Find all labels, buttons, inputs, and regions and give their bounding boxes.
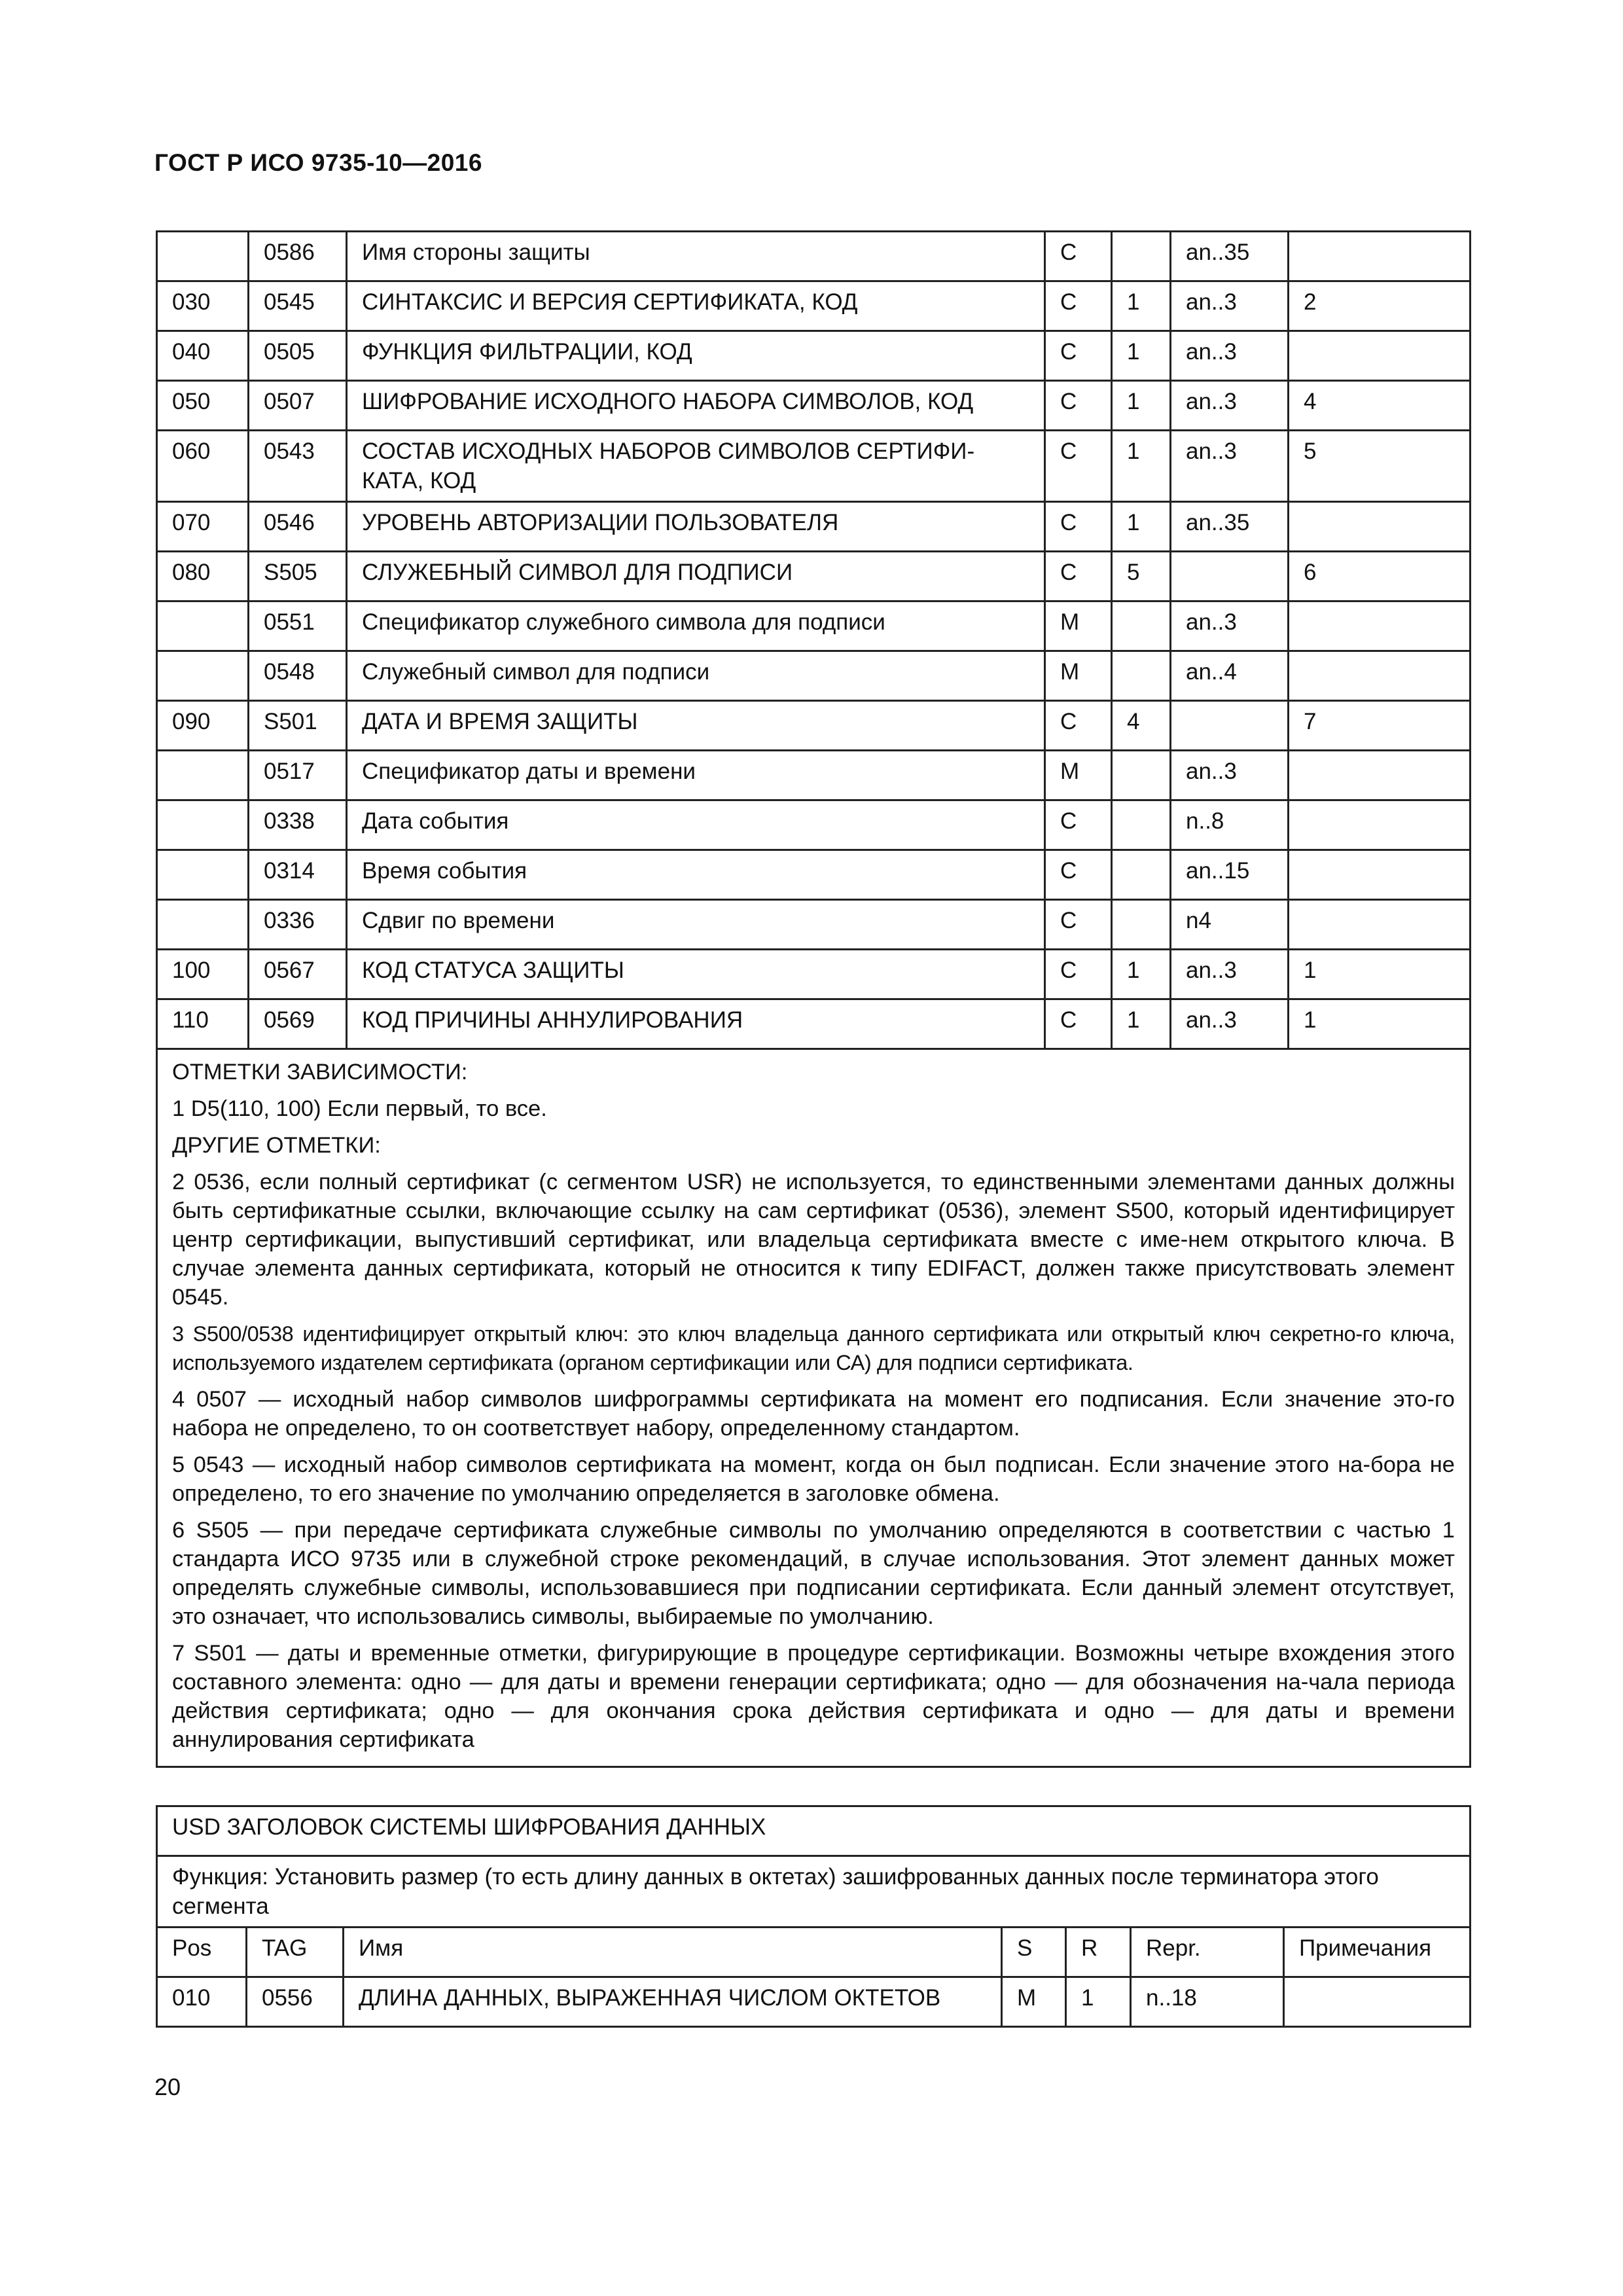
- note-5: 5 0543 — исходный набор символов сертификата на момент, когда он был подписан. Если значение этого на-бора не определено, то его значение по умолчанию определяется в заголовке обмена.: [172, 1452, 1455, 1506]
- cell-note: 4: [1289, 381, 1471, 431]
- cell-tag: 0517: [249, 751, 347, 800]
- cell-note: [1289, 502, 1471, 552]
- document-header: ГОСТ Р ИСО 9735-10—2016: [154, 149, 482, 176]
- cell-s: M: [1045, 751, 1112, 800]
- cell-name: Спецификатор даты и времени: [347, 751, 1045, 800]
- cell-s: C: [1045, 800, 1112, 850]
- cell-repr: an..3: [1171, 950, 1289, 999]
- header-tag: TAG: [247, 1928, 344, 1977]
- cell-r: 1: [1112, 950, 1171, 999]
- cell-r: 4: [1112, 701, 1171, 751]
- cell-note: [1289, 800, 1471, 850]
- cell-tag: 0338: [249, 800, 347, 850]
- cell-name: ШИФРОВАНИЕ ИСХОДНОГО НАБОРА СИМВОЛОВ, КОД: [347, 381, 1045, 431]
- table-row: [157, 331, 1471, 381]
- cell-name: ДАТА И ВРЕМЯ ЗАЩИТЫ: [347, 701, 1045, 751]
- cell-repr: n..8: [1171, 800, 1289, 850]
- cell-pos: 110: [157, 999, 249, 1049]
- cell-pos: [157, 800, 249, 850]
- note-3: 3 S500/0538 идентифицирует открытый ключ: это ключ владельца данного сертификата или открытый ключ секретно-го ключа, используемого издателем сертификата (органом сертификации или СА) для подписи сертификата.: [172, 1322, 1455, 1374]
- cell-pos: 080: [157, 552, 249, 601]
- cell-note: [1289, 850, 1471, 900]
- cell-repr: [1171, 701, 1289, 751]
- cell-note: [1289, 900, 1471, 950]
- cell-s: M: [1045, 651, 1112, 701]
- table-row: [157, 552, 1471, 601]
- cell-r: 1: [1112, 502, 1171, 552]
- page-number: 20: [154, 2073, 181, 2100]
- cell-name: Имя стороны защиты: [347, 232, 1045, 281]
- table-row: [157, 281, 1471, 331]
- cell-name: КОД ПРИЧИНЫ АННУЛИРОВАНИЯ: [347, 999, 1045, 1049]
- cell-r: [1112, 232, 1171, 281]
- cell-r: 1: [1112, 281, 1171, 331]
- cell-s: C: [1045, 431, 1112, 502]
- cell-s: C: [1045, 281, 1112, 331]
- table-row: [157, 381, 1471, 431]
- cell-note: [1289, 331, 1471, 381]
- cell-name: СОСТАВ ИСХОДНЫХ НАБОРОВ СИМВОЛОВ СЕРТИФИ-КАТА, КОД: [347, 431, 1045, 502]
- cell-r: 1: [1066, 1977, 1131, 2027]
- cell-pos: [157, 850, 249, 900]
- cell-s: C: [1045, 232, 1112, 281]
- cell-name: СЛУЖЕБНЫЙ СИМВОЛ ДЛЯ ПОДПИСИ: [347, 552, 1045, 601]
- cell-s: C: [1045, 999, 1112, 1049]
- cell-tag: 0567: [249, 950, 347, 999]
- cell-repr: an..3: [1171, 331, 1289, 381]
- cell-pos: 070: [157, 502, 249, 552]
- note-4: 4 0507 — исходный набор символов шифрограммы сертификата на момент его подписания. Если значение это-го набора не определено, то он соответствует набору, определенному стандартом.: [172, 1387, 1455, 1441]
- cell-name: ФУНКЦИЯ ФИЛЬТРАЦИИ, КОД: [347, 331, 1045, 381]
- cell-name: СИНТАКСИС И ВЕРСИЯ СЕРТИФИКАТА, КОД: [347, 281, 1045, 331]
- cell-s: C: [1045, 381, 1112, 431]
- cell-s: C: [1045, 331, 1112, 381]
- cell-note: [1284, 1977, 1471, 2027]
- usd-segment-table: [156, 1805, 1471, 2028]
- cell-s: M: [1002, 1977, 1066, 2027]
- header-repr: Repr.: [1131, 1928, 1284, 1977]
- table-row: [157, 431, 1471, 502]
- table-row: [157, 701, 1471, 751]
- header-notes: Примечания: [1284, 1928, 1471, 1977]
- cell-pos: 100: [157, 950, 249, 999]
- cell-name: УРОВЕНЬ АВТОРИЗАЦИИ ПОЛЬЗОВАТЕЛЯ: [347, 502, 1045, 552]
- table-row: [157, 999, 1471, 1049]
- note-7: 7 S501 — даты и временные отметки, фигурирующие в процедуре сертификации. Возможны четыре вхождения этого составного элемента: одно — для даты и времени генерации сертификата; одно — для обозначения на-чала периода действия сертификата; одно — для окончания срока действия сертификата и одно — для даты и времени аннулирования сертификата: [172, 1641, 1455, 1752]
- cell-pos: [157, 601, 249, 651]
- cell-s: C: [1045, 502, 1112, 552]
- table-row: [157, 850, 1471, 900]
- cell-tag: 0314: [249, 850, 347, 900]
- cell-repr: n4: [1171, 900, 1289, 950]
- header-r: R: [1066, 1928, 1131, 1977]
- cell-note: [1289, 601, 1471, 651]
- cell-tag: 0551: [249, 601, 347, 651]
- cell-tag: 0548: [249, 651, 347, 701]
- usd-header-row: [157, 1928, 1471, 1977]
- cell-note: 1: [1289, 950, 1471, 999]
- note-6: 6 S505 — при передаче сертификата служебные символы по умолчанию определяются в соответствии с частью 1 стандарта ИСО 9735 или в служебной строке рекомендаций, в случае использования. Этот элемент данных может определять служебные символы, использовавшиеся при подписании сертификата. Если данный элемент отсутствует, это означает, что использовались символы, выбираемые по умолчанию.: [172, 1518, 1455, 1629]
- cell-tag: S501: [249, 701, 347, 751]
- cell-r: 1: [1112, 999, 1171, 1049]
- cell-r: [1112, 900, 1171, 950]
- cell-r: [1112, 601, 1171, 651]
- cell-note: [1289, 651, 1471, 701]
- cell-pos: 010: [157, 1977, 247, 2027]
- cell-pos: 030: [157, 281, 249, 331]
- cell-name: ДЛИНА ДАННЫХ, ВЫРАЖЕННАЯ ЧИСЛОМ ОКТЕТОВ: [344, 1977, 1002, 2027]
- cell-repr: an..3: [1171, 431, 1289, 502]
- cell-r: 1: [1112, 331, 1171, 381]
- table-row: [157, 502, 1471, 552]
- cell-r: 1: [1112, 431, 1171, 502]
- cell-repr: an..3: [1171, 281, 1289, 331]
- cell-pos: 040: [157, 331, 249, 381]
- cell-s: C: [1045, 701, 1112, 751]
- cell-note: 2: [1289, 281, 1471, 331]
- cell-tag: 0545: [249, 281, 347, 331]
- cell-s: C: [1045, 950, 1112, 999]
- cell-pos: [157, 900, 249, 950]
- header-name: Имя: [344, 1928, 1002, 1977]
- cell-tag: 0505: [249, 331, 347, 381]
- usd-function-row: [157, 1856, 1471, 1928]
- segment-table: [156, 230, 1471, 1768]
- table-row: [157, 601, 1471, 651]
- cell-name: Время события: [347, 850, 1045, 900]
- cell-pos: [157, 232, 249, 281]
- cell-tag: 0586: [249, 232, 347, 281]
- usd-function: Функция: Установить размер (то есть длину данных в октетах) зашифрованных данных после терминатора этого сегмента: [157, 1856, 1471, 1928]
- usd-title: USD ЗАГОЛОВОК СИСТЕМЫ ШИФРОВАНИЯ ДАННЫХ: [157, 1806, 1471, 1856]
- cell-tag: 0569: [249, 999, 347, 1049]
- cell-repr: an..3: [1171, 751, 1289, 800]
- cell-repr: an..3: [1171, 381, 1289, 431]
- cell-name: КОД СТАТУСА ЗАЩИТЫ: [347, 950, 1045, 999]
- cell-note: [1289, 751, 1471, 800]
- cell-note: 5: [1289, 431, 1471, 502]
- cell-name: Служебный символ для подписи: [347, 651, 1045, 701]
- cell-r: [1112, 651, 1171, 701]
- table-row: [157, 800, 1471, 850]
- cell-tag: S505: [249, 552, 347, 601]
- other-notes-title: ДРУГИЕ ОТМЕТКИ:: [172, 1133, 381, 1158]
- notes-cell: [157, 1049, 1471, 1767]
- notes-row: [157, 1049, 1471, 1767]
- cell-note: [1289, 232, 1471, 281]
- table-row: [157, 950, 1471, 999]
- cell-r: 5: [1112, 552, 1171, 601]
- usd-data-row: [157, 1977, 1471, 2027]
- cell-note: 6: [1289, 552, 1471, 601]
- cell-name: Спецификатор служебного символа для подписи: [347, 601, 1045, 651]
- cell-repr: an..15: [1171, 850, 1289, 900]
- cell-tag: 0556: [247, 1977, 344, 2027]
- usd-title-row: [157, 1806, 1471, 1856]
- cell-note: 1: [1289, 999, 1471, 1049]
- cell-r: [1112, 850, 1171, 900]
- cell-pos: [157, 651, 249, 701]
- cell-repr: an..35: [1171, 232, 1289, 281]
- table-row: [157, 651, 1471, 701]
- cell-repr: an..35: [1171, 502, 1289, 552]
- note-2: 2 0536, если полный сертификат (с сегментом USR) не используется, то единственными элементами данных должны быть сертификатные ссылки, включающие ссылку на сам сертификат (0536), элемент S500, который идентифицирует центр сертификации, выпустивший сертификат, или владельца сертификата вместе с име-нем открытого ключа. В случае элемента данных сертификата, который не относится к типу EDIFACT, должен также присутствовать элемент 0545.: [172, 1170, 1455, 1310]
- cell-tag: 0507: [249, 381, 347, 431]
- cell-pos: 050: [157, 381, 249, 431]
- cell-s: C: [1045, 552, 1112, 601]
- cell-r: 1: [1112, 381, 1171, 431]
- cell-pos: 090: [157, 701, 249, 751]
- cell-tag: 0546: [249, 502, 347, 552]
- cell-s: C: [1045, 850, 1112, 900]
- segment-table-body: [157, 232, 1471, 1049]
- cell-tag: 0336: [249, 900, 347, 950]
- cell-name: Сдвиг по времени: [347, 900, 1045, 950]
- cell-repr: [1171, 552, 1289, 601]
- cell-s: C: [1045, 900, 1112, 950]
- cell-r: [1112, 751, 1171, 800]
- cell-repr: an..3: [1171, 999, 1289, 1049]
- cell-pos: 060: [157, 431, 249, 502]
- cell-name: Дата события: [347, 800, 1045, 850]
- table-row: [157, 232, 1471, 281]
- cell-repr: an..3: [1171, 601, 1289, 651]
- table-row: [157, 751, 1471, 800]
- cell-tag: 0543: [249, 431, 347, 502]
- cell-r: [1112, 800, 1171, 850]
- cell-s: M: [1045, 601, 1112, 651]
- cell-repr: an..4: [1171, 651, 1289, 701]
- cell-repr: n..18: [1131, 1977, 1284, 2027]
- header-pos: Pos: [157, 1928, 247, 1977]
- table-row: [157, 900, 1471, 950]
- dependency-note-1: 1 D5(110, 100) Если первый, то все.: [172, 1096, 547, 1121]
- cell-note: 7: [1289, 701, 1471, 751]
- dependency-notes-title: ОТМЕТКИ ЗАВИСИМОСТИ:: [172, 1060, 468, 1085]
- cell-pos: [157, 751, 249, 800]
- header-s: S: [1002, 1928, 1066, 1977]
